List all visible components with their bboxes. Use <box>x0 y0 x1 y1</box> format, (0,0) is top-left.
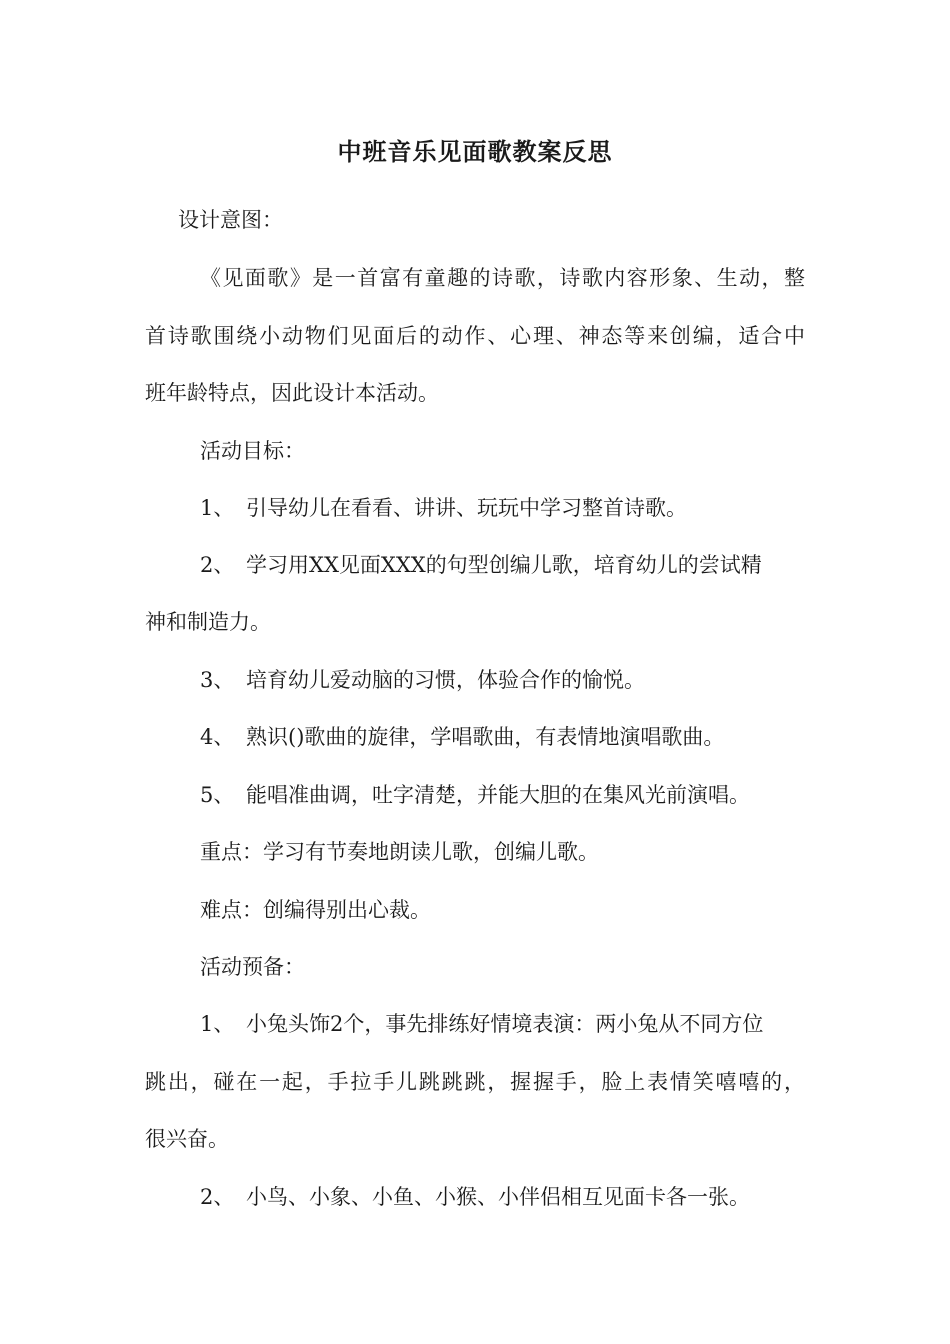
design-paragraph-line-3: 班年龄特点，因此设计本活动。 <box>145 381 439 405</box>
prep-number: 1、 <box>200 1012 235 1036</box>
goal-text: 能唱准曲调，吐字清楚，并能大胆的在集风光前演唱。 <box>246 783 750 807</box>
design-paragraph-line-2: 首诗歌围绕小动物们见面后的动作、心理、神态等来创编，适合中 <box>145 324 805 348</box>
design-intent-heading: 设计意图： <box>178 208 283 232</box>
goal-text: 学习用XX见面XXX的句型创编儿歌，培育幼儿的尝试精 <box>246 553 762 577</box>
prep-text: 小兔头饰2个，事先排练好情境表演：两小兔从不同方位 <box>246 1012 764 1036</box>
goal-item <box>200 550 805 580</box>
goal-number: 2、 <box>200 553 235 577</box>
difficulty-point: 难点：创编得别出心裁。 <box>200 898 431 922</box>
goals-heading: 活动目标： <box>200 439 305 463</box>
goal-number: 5、 <box>200 783 235 807</box>
goal-number: 1、 <box>200 496 235 520</box>
document-title: 中班音乐见面歌教案反思 <box>337 137 613 166</box>
goal-item <box>200 722 724 752</box>
goal-number: 4、 <box>200 725 235 749</box>
design-paragraph-line-1: 《见面歌》是一首富有童趣的诗歌，诗歌内容形象、生动，整 <box>200 266 805 290</box>
prep-item <box>200 1009 763 1039</box>
prep-text-continued: 很兴奋。 <box>145 1127 229 1151</box>
goal-text: 引导幼儿在看看、讲讲、玩玩中学习整首诗歌。 <box>246 496 687 520</box>
key-point: 重点：学习有节奏地朗读儿歌，创编儿歌。 <box>200 840 599 864</box>
goal-item <box>200 493 687 523</box>
preparation-heading: 活动预备： <box>200 955 305 979</box>
goal-text: 培育幼儿爱动脑的习惯，体验合作的愉悦。 <box>246 668 645 692</box>
prep-text: 小鸟、小象、小鱼、小猴、小伴侣相互见面卡各一张。 <box>246 1185 750 1209</box>
prep-text-continued: 跳出，碰在一起，手拉手儿跳跳跳，握握手，脸上表情笑嘻嘻的， <box>145 1070 805 1094</box>
prep-number: 2、 <box>200 1185 235 1209</box>
goal-text-continued: 神和制造力。 <box>145 610 271 634</box>
goal-item <box>200 780 750 810</box>
goal-number: 3、 <box>200 668 235 692</box>
prep-item <box>200 1182 750 1212</box>
goal-text: 熟识()歌曲的旋律，学唱歌曲，有表情地演唱歌曲。 <box>246 725 725 749</box>
goal-item <box>200 665 645 695</box>
